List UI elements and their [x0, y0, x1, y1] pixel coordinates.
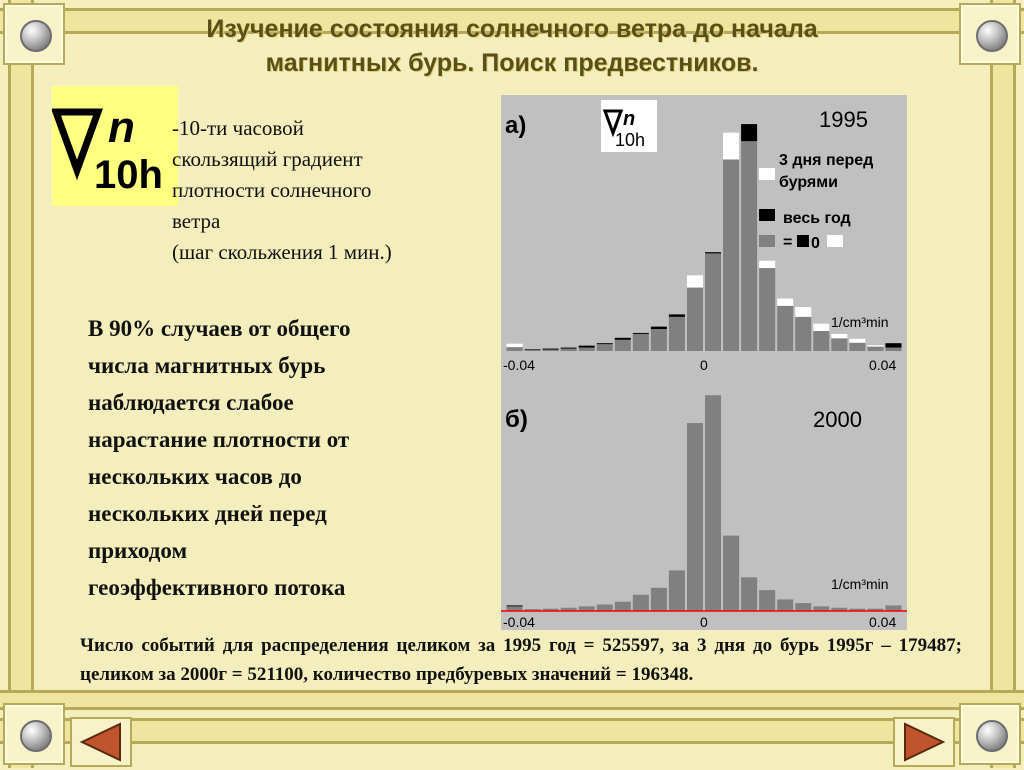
legend-zero: 0	[811, 235, 820, 252]
unit-label-1995: 1/cm³min	[831, 314, 889, 330]
triangle-left-icon	[72, 719, 130, 765]
knob-icon	[20, 20, 52, 52]
legend-swatch-white-small	[827, 235, 843, 247]
tick-label-left: -0.04	[503, 614, 535, 630]
histogram-bar	[723, 536, 739, 611]
corner-top-right	[959, 3, 1021, 65]
gradient-symbol	[52, 86, 178, 206]
histogram-bar-difference	[867, 345, 883, 346]
claim-line: числа магнитных бурь	[88, 347, 488, 384]
histogram-bar	[759, 268, 775, 351]
claim-line: нескольких дней перед	[88, 495, 488, 532]
legend-swatch-black-small	[797, 235, 809, 247]
histogram-bar	[669, 570, 685, 611]
claim-line: наблюдается слабое	[88, 384, 488, 421]
histogram-bar	[741, 577, 757, 611]
knob-icon	[976, 20, 1008, 52]
panel-label-b: б)	[505, 406, 528, 433]
histogram-bar-difference	[813, 324, 829, 331]
histogram-1995	[501, 95, 907, 375]
histogram-bar-difference	[777, 299, 793, 306]
histogram-bar-difference	[795, 307, 811, 317]
legend-label-whole-year: весь год	[783, 210, 851, 227]
claim-line: нескольких часов до	[88, 458, 488, 495]
histogram-bar	[597, 605, 613, 611]
histogram-bar	[615, 602, 631, 611]
knob-icon	[20, 720, 52, 752]
histogram-bar	[705, 253, 721, 351]
frame-bar-left	[8, 0, 34, 768]
histogram-bar	[633, 334, 649, 351]
triangle-right-icon	[895, 719, 953, 765]
histogram-bar-difference	[507, 344, 523, 347]
description-line: ветра	[172, 206, 502, 237]
symbol-sub-small: 10h	[615, 130, 645, 150]
legend-equal-sign: =	[783, 234, 792, 251]
symbol-n-small: n	[623, 108, 635, 130]
histogram-bar-difference	[723, 133, 739, 160]
legend-label-pre-storm-2: бурями	[779, 174, 838, 191]
histogram-1995-svg	[501, 95, 907, 375]
histogram-bar	[651, 588, 667, 611]
histogram-bar-difference	[507, 605, 523, 606]
corner-bottom-left	[3, 703, 65, 765]
histogram-bar	[615, 340, 631, 351]
histogram-bar-difference	[651, 327, 667, 329]
histogram-bar	[795, 603, 811, 611]
title-line-2: магнитных бурь. Поиск предвестников.	[80, 46, 944, 80]
histogram-bar	[723, 159, 739, 351]
year-label-1995: 1995	[819, 107, 868, 132]
nabla-icon	[56, 112, 98, 170]
histogram-bar	[507, 347, 523, 351]
histogram-bar	[561, 349, 577, 351]
slide-title	[80, 12, 944, 80]
histogram-bar-difference	[705, 252, 721, 253]
histogram-bar	[651, 329, 667, 351]
symbol-sub: 10h	[94, 153, 163, 197]
histogram-2000-svg	[501, 375, 907, 630]
histogram-bar	[849, 343, 865, 351]
histogram-bar	[741, 141, 757, 351]
histogram-bar	[831, 338, 847, 351]
histogram-bar-difference	[669, 314, 685, 316]
histogram-bar-difference	[633, 333, 649, 334]
tick-label-zero: 0	[700, 357, 708, 373]
histogram-bar-difference	[849, 339, 865, 343]
knob-icon	[976, 720, 1008, 752]
histogram-bar-difference	[741, 124, 757, 141]
description-line: (шаг скольжения 1 мин.)	[172, 237, 502, 268]
frame-bar-right	[990, 0, 1016, 768]
histogram-bar	[885, 605, 901, 611]
tick-label-zero: 0	[700, 614, 708, 630]
histogram-bar-difference	[597, 343, 613, 344]
histogram-bar	[633, 595, 649, 611]
histogram-bar	[543, 350, 559, 351]
histogram-bar	[759, 590, 775, 611]
claim-line: геоэффективного потока	[88, 569, 488, 606]
claim-line: нарастание плотности от	[88, 421, 488, 458]
legend-swatch-whole-year	[759, 235, 775, 247]
histogram-bar	[777, 306, 793, 351]
unit-label-2000: 1/cm³min	[831, 576, 889, 592]
year-label-2000: 2000	[813, 407, 862, 432]
symbol-n: n	[108, 103, 135, 152]
next-slide-button[interactable]	[893, 717, 955, 767]
corner-bottom-right	[959, 703, 1021, 765]
histogram-bar-difference	[687, 275, 703, 287]
frame-bar-bottom	[0, 718, 1024, 744]
description-line: скользящий градиент	[172, 144, 502, 175]
symbol-description	[172, 113, 502, 268]
tick-label-right: 0.04	[869, 357, 896, 373]
histogram-bar	[687, 423, 703, 611]
histogram-bar-difference	[543, 349, 559, 350]
histogram-bar-difference	[831, 334, 847, 338]
prev-slide-button[interactable]	[70, 717, 132, 767]
frame-bar-bottom-2	[0, 690, 1024, 710]
histogram-bar	[669, 317, 685, 351]
title-line-1: Изучение состояния солнечного ветра до начала	[80, 12, 944, 46]
legend-label-pre-storm-1: 3 дня перед	[779, 152, 873, 169]
main-claim	[88, 310, 488, 606]
claim-line: приходом	[88, 532, 488, 569]
histogram-bar-difference	[885, 343, 901, 347]
histogram-bar	[525, 350, 541, 351]
histogram-2000	[501, 375, 907, 630]
histogram-bar	[795, 317, 811, 351]
legend-swatch-pre-storm	[759, 168, 775, 180]
tick-label-right: 0.04	[869, 614, 896, 630]
tick-label-left: -0.04	[503, 357, 535, 373]
histogram-bar	[597, 344, 613, 351]
histogram-bar-difference	[561, 348, 577, 349]
histogram-bar	[813, 331, 829, 351]
histogram-bar-difference	[579, 346, 595, 348]
description-line: -10-ти часовой	[172, 113, 502, 144]
legend-swatch-excess	[759, 209, 775, 221]
histogram-bar-difference	[759, 261, 775, 268]
event-counts-note: Число событий для распределения целиком за 1995 год = 525597, за 3 дня до бурь 1995г – 179487; целиком за 2000г = 521100, количество предбуревых значений = 196348.	[80, 631, 962, 689]
histogram-bar-difference	[615, 338, 631, 340]
histogram-bar	[687, 288, 703, 351]
histogram-bar	[705, 395, 721, 611]
claim-line: В 90% случаев от общего	[88, 310, 488, 347]
histogram-bar	[867, 347, 883, 351]
corner-top-left	[3, 3, 65, 65]
panel-label-a: а)	[505, 112, 526, 139]
histogram-bar	[885, 348, 901, 351]
description-line: плотности солнечного	[172, 175, 502, 206]
histogram-bar	[579, 348, 595, 351]
histogram-bar	[777, 599, 793, 611]
